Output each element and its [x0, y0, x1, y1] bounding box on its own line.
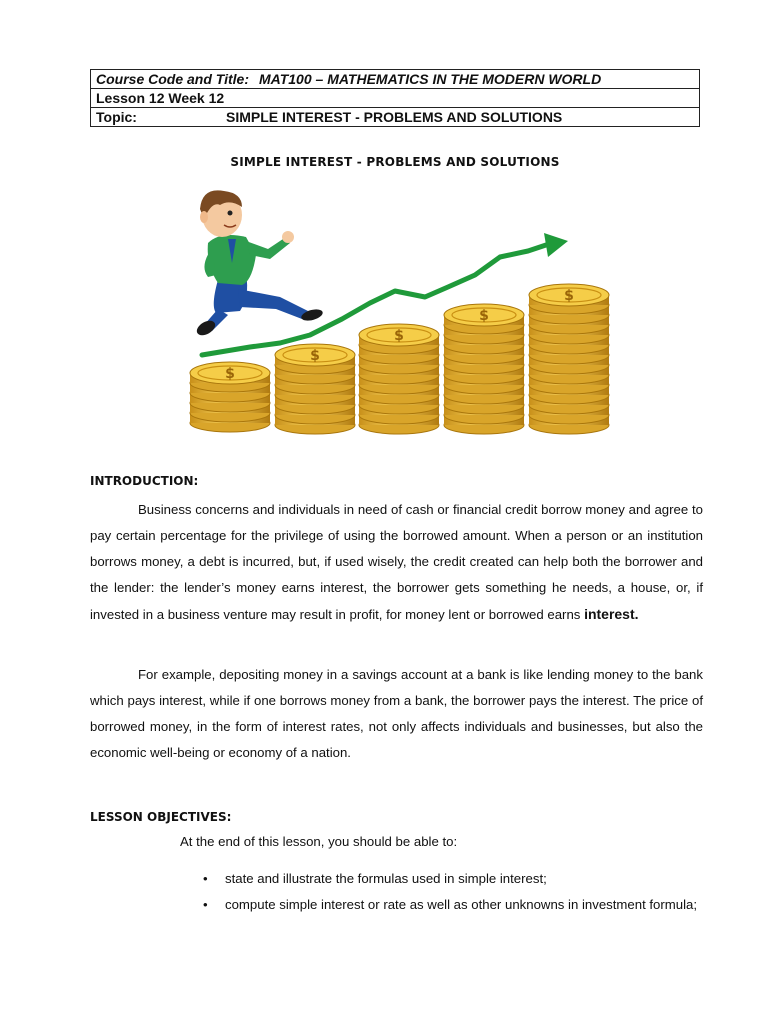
objective-text: state and illustrate the formulas used in simple interest;	[225, 871, 547, 886]
money-growth-illustration	[180, 185, 620, 435]
intro-para1-text: Business concerns and individuals in need of cash or financial credit borrow money and agree to pay certain percentage for the privilege of using the borrowed amount. When a person or an institution borrows money, a debt is incurred, but, if used wisely, the credit created can help both the borrower and the lender: the lender’s money earns interest, the borrower gets something he needs, a house, or, if invested in a business venture may result in profit, for money lent or borrowed earns	[90, 502, 703, 622]
dollar-sign-icon: $	[564, 288, 574, 304]
dollar-sign-icon: $	[394, 328, 404, 344]
lesson-row	[91, 89, 700, 108]
coin-stack	[529, 284, 609, 434]
topic-label: Topic:	[96, 109, 137, 125]
topic-row	[91, 108, 700, 127]
introduction-paragraph-2	[90, 662, 703, 766]
objective-item	[203, 892, 703, 918]
course-header-table	[90, 69, 700, 127]
objective-text: compute simple interest or rate as well as other unknowns in investment formula;	[225, 897, 698, 912]
objective-item	[203, 866, 703, 892]
introduction-heading: INTRODUCTION:	[90, 474, 199, 488]
topic-cell	[91, 108, 700, 127]
coin-stack	[359, 324, 439, 434]
lesson-cell: Lesson 12 Week 12	[91, 89, 700, 108]
dollar-sign-icon: $	[479, 308, 489, 324]
bullet-icon: •	[203, 897, 208, 912]
topic-value: SIMPLE INTEREST - PROBLEMS AND SOLUTIONS	[226, 109, 563, 125]
page-title: SIMPLE INTEREST - PROBLEMS AND SOLUTIONS	[230, 155, 560, 169]
course-title: MAT100 – MATHEMATICS IN THE MODERN WORLD	[258, 71, 602, 87]
businessman-icon	[194, 190, 324, 338]
objectives-list	[203, 866, 703, 918]
course-row	[91, 70, 700, 89]
arrow-head-icon	[544, 233, 568, 257]
intro-para1-bold: interest.	[584, 606, 639, 622]
coin-stack	[190, 362, 270, 432]
course-label: Course Code and Title:	[96, 71, 249, 87]
coin-stack	[444, 304, 524, 434]
dollar-sign-icon: $	[225, 366, 235, 382]
intro-para2-text: For example, depositing money in a savings account at a bank is like lending money to the bank which pays interest, while if one borrows money from a bank, the borrower pays the interest. The price of borrowed money, in the form of interest rates, not only affects individuals and businesses, but also the economic well-being or economy of a nation.	[90, 667, 703, 760]
objectives-intro: At the end of this lesson, you should be able to:	[180, 834, 458, 849]
coin-stack	[275, 344, 355, 434]
objectives-heading: LESSON OBJECTIVES:	[90, 810, 232, 824]
course-cell	[91, 70, 700, 89]
bullet-icon: •	[203, 871, 208, 886]
introduction-paragraph-1	[90, 497, 703, 628]
dollar-sign-icon: $	[310, 348, 320, 364]
